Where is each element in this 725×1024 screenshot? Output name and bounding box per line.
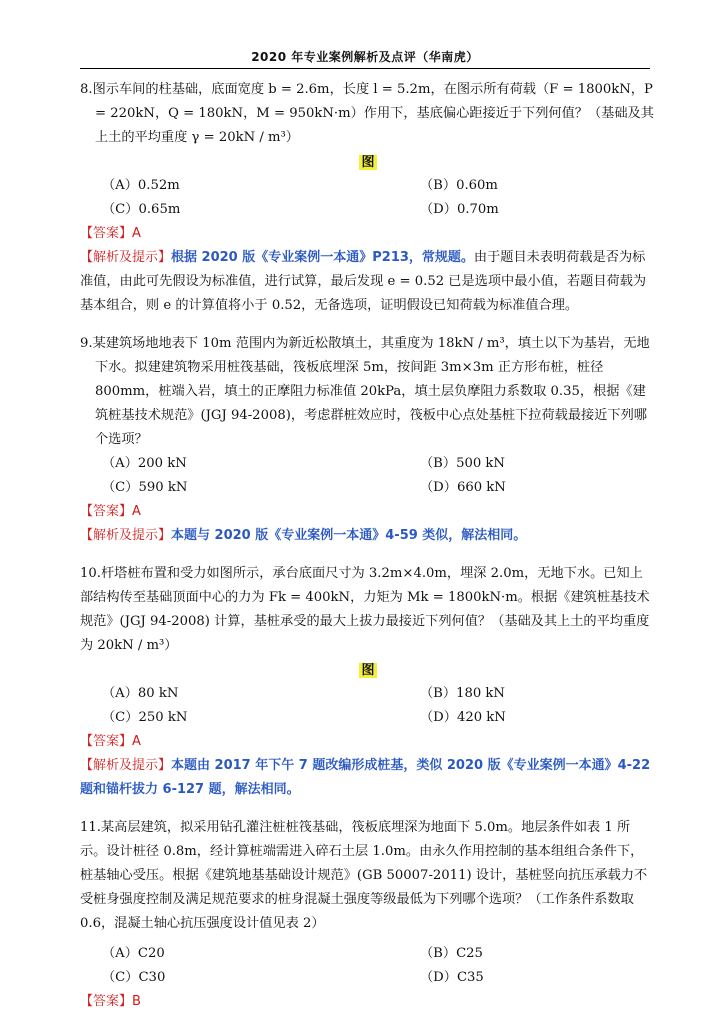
option-b: （B）0.60m [420, 178, 498, 193]
question-9-answer: 【答案】A [80, 504, 141, 519]
question-8-figure [80, 152, 656, 174]
option-c: （C）590 kN [102, 480, 188, 495]
question-10-figure [80, 660, 656, 682]
explanation-text: 由于题目未表明荷载是否为标准值，由此可先假设为标准值，进行试算，最后发现 e = 0.52 已是选项中最小值，若题目荷载为基本组合，则 e 的计算值将小于 0.52，无备选项，证明假设已知荷载为标准值合理。 [80, 250, 647, 313]
question-8-text: 8.图示车间的柱基础，底面宽度 b = 2.6m，长度 l = 5.2m，在图示所有荷载（F = 1800kN，P = 220kN，Q = 180kN，M = 950kN·m）作用下，基底偏心距接近于下列何值？（基础及其上土的平均重度 γ = 20kN / m³） [80, 82, 654, 145]
question-11-answer: 【答案】B [80, 994, 141, 1009]
question-11 [80, 816, 656, 1014]
figure-placeholder: 图 [361, 663, 375, 678]
option-b: （B）500 kN [420, 456, 505, 471]
question-9 [80, 332, 656, 548]
explanation-highlight: 本题与 2020 版《专业案例一本通》4-59 类似，解法相同。 [171, 528, 527, 543]
header-rule [80, 68, 650, 69]
question-11-options [80, 942, 656, 990]
page-content [80, 78, 656, 1014]
explanation-tag: 【解析及提示】 [80, 758, 172, 773]
explanation-highlight: 本题由 2017 年下午 7 题改编形成桩基，类似 2020 版《专业案例一本通》4-22 题和锚杆拔力 6-127 题，解法相同。 [80, 758, 651, 797]
figure-placeholder: 图 [361, 155, 375, 170]
question-10-options [80, 682, 656, 730]
question-10-explanation [80, 754, 656, 802]
option-b: （B）180 kN [420, 686, 505, 701]
page-header: 2020 年专业案例解析及点评（华南虎） [251, 50, 479, 64]
option-c: （C）C30 [102, 970, 166, 985]
question-9-options [80, 452, 656, 500]
option-a: （A）C20 [102, 946, 165, 961]
option-a: （A）0.52m [102, 178, 180, 193]
explanation-tag: 【解析及提示】 [80, 250, 172, 265]
option-d: （D）420 kN [420, 710, 506, 725]
option-a: （A）200 kN [102, 456, 187, 471]
question-10 [80, 562, 656, 802]
question-9-text: 9.某建筑场地地表下 10m 范围内为新近松散填土，其重度为 18kN / m³，填土以下为基岩，无地下水。拟建建筑物采用桩筏基础，筏板底埋深 5m，按间距 3m×3m 正方形布桩，桩径 800mm，桩端入岩，填土的正摩阻力标准值 20kPa，填土层负摩阻力系数取 0.35，根据《建筑桩基技术规范》(JGJ 94-2008)，考虑群桩效应时，筏板中心点处基桩下拉荷载最接近下列哪个选项？ [80, 336, 650, 447]
explanation-highlight: 根据 2020 版《专业案例一本通》P213，常规题。 [171, 250, 474, 265]
question-10-text: 10.杆塔桩布置和受力如图所示，承台底面尺寸为 3.2m×4.0m，埋深 2.0m，无地下水。已知上部结构传至基础顶面中心的力为 Fk = 400kN，力矩为 Mk = 1800kN·m。根据《建筑桩基技术规范》(JGJ 94-2008) 计算，基桩承受的最大上拔力最接近下列何值？（基础及其上土的平均重度为 20kN / m³） [80, 566, 650, 653]
question-9-explanation [80, 524, 656, 548]
question-10-answer: 【答案】A [80, 734, 141, 749]
question-8-explanation [80, 246, 656, 318]
option-a: （A）80 kN [102, 686, 179, 701]
question-8-options [80, 174, 656, 222]
option-d: （D）C35 [420, 970, 484, 985]
option-d: （D）0.70m [420, 202, 499, 217]
option-c: （C）250 kN [102, 710, 188, 725]
explanation-tag: 【解析及提示】 [80, 528, 172, 543]
question-8 [80, 78, 656, 318]
option-d: （D）660 kN [420, 480, 506, 495]
question-11-text: 11.某高层建筑，拟采用钻孔灌注桩桩筏基础，筏板底埋深为地面下 5.0m。地层条件如表 1 所示。设计桩径 0.8m，经计算桩端需进入碎石土层 1.0m。由永久作用控制的基本组组合条件下，桩基轴心受压。根据《建筑地基基础设计规范》(GB 50007-2011) 设计，基桩竖向抗压承载力不受桩身强度控制及满足规范要求的桩身混凝土强度等级最低为下列哪个选项？（工作条件系数取 0.6，混凝土轴心抗压强度设计值见表 2） [80, 820, 648, 931]
option-b: （B）C25 [420, 946, 483, 961]
option-c: （C）0.65m [102, 202, 181, 217]
question-8-answer: 【答案】A [80, 226, 141, 241]
